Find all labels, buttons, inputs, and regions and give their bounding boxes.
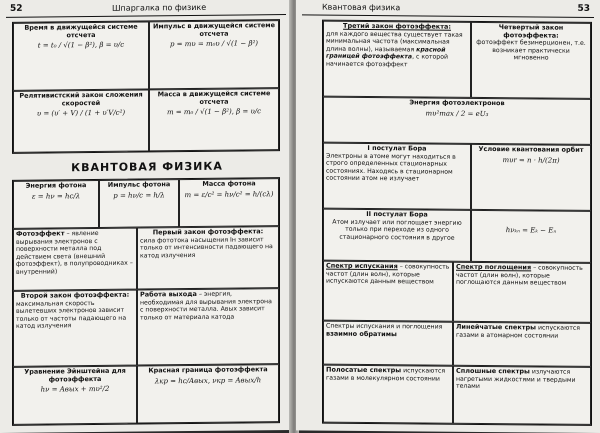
red-limit-term: красной границей фотоэффекта [326,46,446,61]
photon-momentum-title: Импульс фотона [107,180,171,189]
continuous-spectra-text: излучаются нагретыми жидкостями и твердыми телами [456,368,576,391]
orbit-condition-cell [471,144,591,211]
red-limit-cell [137,364,279,423]
right-page [296,0,600,433]
work-function-cell [137,288,279,365]
right-running-title: Квантовая физика [322,2,401,13]
absorption-spectrum-cell [453,262,591,323]
bohr-first-cell [323,143,471,210]
work-function-text: – энергия, необходимая для вырывания электрона с поверхности металла. Aвых зависит только от материала катода [140,290,272,322]
second-law-title: Второй закон фотоэффекта: [20,290,130,300]
first-law-cell [137,226,279,289]
photoeffect-laws-table [322,20,592,426]
red-limit-title: Красная граница фотоэффекта [148,365,268,375]
line-spectra-text: испускаются газами в атомарном состоянии [456,324,581,340]
photoeffect-cell [13,228,137,291]
velocity-addition-cell [13,89,149,152]
bohr-second-cell [323,209,471,262]
absorption-spectrum-text: – совокупность частот (длин волн), которые поглощаются данным веществом [456,264,583,287]
right-page-number: 53 [577,3,590,14]
transition-formula: hνₖₙ = Eₖ − Eₙ [505,226,557,235]
relativity-table [12,19,280,154]
left-page-number: 52 [10,3,23,14]
band-spectra-term: Полосатые спектры [326,365,402,375]
photon-momentum-formula: p = hν/c = h/λ [113,190,165,200]
relativistic-momentum-title: Импульс в движущейся системе отсчета [152,21,276,38]
mutual-reversibility-cell [323,321,453,366]
mutual-bold: взаимно обратимы [326,329,397,338]
einstein-equation-cell [13,366,137,425]
left-page [0,0,292,433]
photon-mass-cell [179,178,279,227]
right-running-head [302,1,594,18]
left-running-title: Шпаргалка по физике [112,2,207,13]
work-function-term: Работа выхода [140,289,197,299]
fourth-law-text: фотоэффект безинерционен, т.е. возникает практически мгновенно [476,39,586,62]
fourth-law-title: Четвертый закон фотоэффекта: [498,23,564,40]
first-law-text: сила фототока насыщения Iн зависит только от интенсивности падающего на катод излучения [140,235,273,260]
time-dilation-cell [13,21,149,90]
relativistic-mass-cell [149,88,279,151]
fourth-law-cell [471,22,591,99]
velocity-addition-formula: υ = (υ′ + V) / (1 + υ′V/c²) [36,108,126,118]
photon-momentum-cell [99,179,179,228]
left-running-head [6,1,286,18]
red-limit-formula: λкр = hc/Aвых, νкр = Aвых/h [154,375,262,385]
photon-mass-formula: m = ε/c² = hν/c² = h/(cλ) [184,189,274,199]
relativistic-mass-formula: m = m₀ / √(1 − β²), β = υ/c [166,107,262,117]
bohr-first-title: I постулат Бора [367,143,427,153]
line-spectra-term: Линейчатые спектры [456,322,537,332]
photoelectron-energy-cell [323,97,591,145]
continuous-spectra-cell [453,366,591,425]
first-law-title: Первый закон фотоэффекта: [152,227,264,237]
third-law-text-b: , с которой начинается фотоэффект [326,53,449,69]
time-dilation-title: Время в движущейся системе отсчета [24,22,138,39]
third-law-text-a: для каждого вещества существует такая минимальная частота (максимальная длина волны), называемая [326,30,463,54]
time-dilation-formula: t = t₀ / √(1 − β²), β = υ/c [37,40,125,50]
relativistic-mass-title: Масса в движущейся системе отсчета [157,89,271,106]
photon-energy-title: Энергия фотона [25,181,87,190]
relativistic-momentum-cell [149,20,279,89]
orbit-condition-formula: mυr = n · h/(2π) [502,155,560,165]
einstein-equation-title: Уравнение Эйнштейна для фотоэффекта [24,366,126,384]
mutual-text: Спектры испускания и поглощения [326,322,443,331]
third-law-title: Третий закон фотоэффекта: [343,21,451,31]
photon-energy-cell [13,180,99,229]
photon-mass-title: Масса фотона [202,179,256,188]
emission-spectrum-cell [323,261,453,322]
photon-energy-formula: ε = hν = hc/λ [31,191,81,201]
bohr-first-text: Электроны в атоме могут находиться в строго определенных стационарных состояниях. Находясь в стационарном состоянии атом не излучает [326,152,456,183]
quantum-table [12,177,280,426]
photoelectron-energy-title: Энергия фотоэлектронов [409,98,505,108]
absorption-spectrum-term: Спектр поглощения [456,262,532,272]
continuous-spectra-term: Сплошные спектры [456,366,530,376]
orbit-condition-title: Условие квантования орбит [478,144,584,154]
band-spectra-text: испускаются газами в молекулярном состоянии [326,367,446,383]
photoeffect-term: Фотоэффект [16,229,65,238]
band-spectra-cell [323,365,453,424]
bohr-second-title: II постулат Бора [366,209,428,219]
photoelectron-energy-formula: mυ²max / 2 = eU₃ [425,109,489,118]
emission-spectrum-term: Спектр испускания [326,261,398,271]
bohr-second-text: Атом излучает или поглощает энергию только при переходе из одного стационарного состояния в другое [332,218,462,242]
einstein-equation-formula: hν = Aвых + mυ²/2 [40,385,110,394]
second-law-text: максимальная скорость вылетевших электронов зависит только от частоты падающего на катод излучения [16,299,127,331]
photoeffect-text: – явление вырывания электронов с поверхности металла под действием света (внешний фотоэффект), в полупроводниках – внутренний) [16,229,133,276]
emission-spectrum-text: – совокупность частот (длин волн), которые испускаются данным веществом [326,263,450,286]
line-spectra-cell [453,322,591,367]
velocity-addition-title: Релятивистский закон сложения скоростей [19,90,143,107]
transition-cell [471,210,591,263]
third-law-cell [323,21,471,98]
second-law-cell [13,290,137,367]
relativistic-momentum-formula: p = mυ = m₀υ / √(1 − β²) [169,39,259,49]
section-title: КВАНТОВАЯ ФИЗИКА [71,159,223,175]
